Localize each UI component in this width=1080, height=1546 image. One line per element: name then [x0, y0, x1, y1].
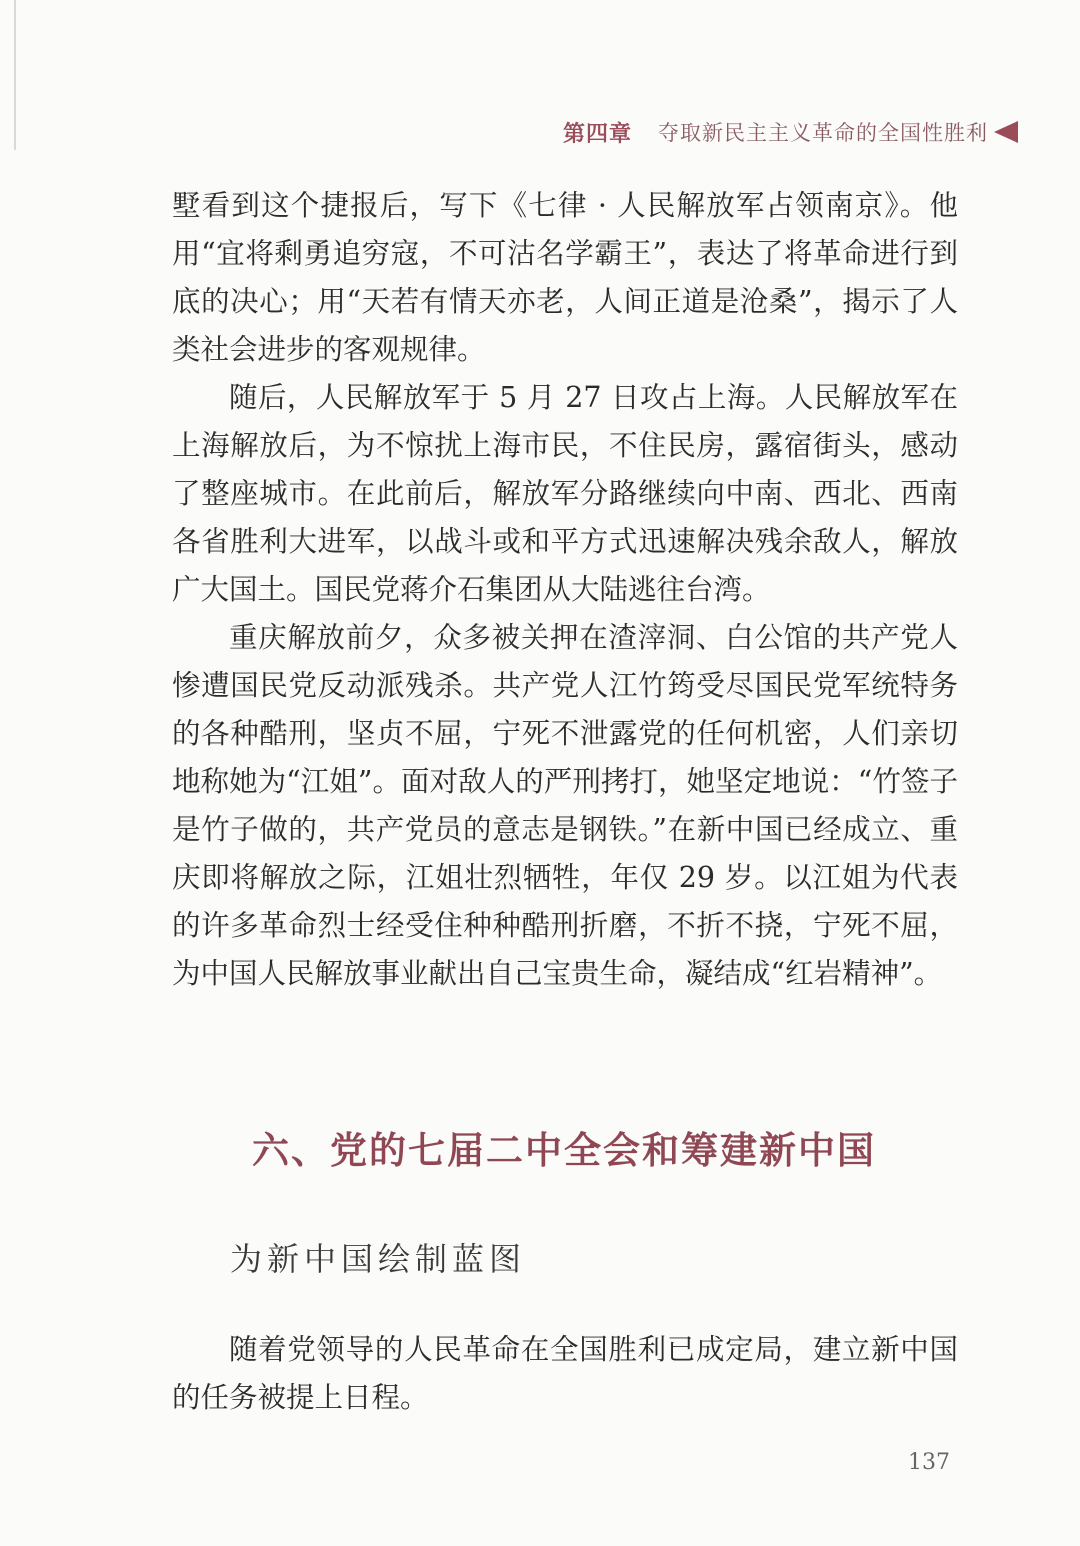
- subheading: 为新中国绘制蓝图: [230, 1240, 527, 1278]
- body-text: [172, 182, 958, 998]
- running-header: [563, 114, 988, 150]
- page-number: 137: [908, 1450, 950, 1475]
- chapter-number: 第四章: [562, 121, 632, 147]
- paragraph: 随后，人民解放军于 5 月 27 日攻占上海。人民解放军在上海解放后，为不惊扰上海市民，不住民房，露宿街头，感动了整座城市。在此前后，解放军分路继续向中南、西北、西南各省胜利大进军，以战斗或和平方式迅速解决残余敌人，解放广大国土。国民党蒋介石集团从大陆逃往台湾。: [172, 381, 958, 606]
- section-heading: 六、党的七届二中全会和筹建新中国: [252, 1129, 876, 1172]
- page-edge-line: [14, 0, 16, 150]
- paragraph: 墅看到这个捷报后，写下《七律 · 人民解放军占领南京》。他用“宜将剩勇追穷寇，不可沽名学霸王”，表达了将革命进行到底的决心；用“天若有情天亦老，人间正道是沧桑”，揭示了人类社会进步的客观规律。: [172, 189, 958, 366]
- triangle-marker-icon: [994, 121, 1018, 143]
- section-body: [172, 1326, 958, 1422]
- chapter-title: 夺取新民主主义革命的全国性胜利: [658, 121, 988, 145]
- paragraph: 随着党领导的人民革命在全国胜利已成定局，建立新中国的任务被提上日程。: [172, 1333, 958, 1414]
- paragraph: 重庆解放前夕，众多被关押在渣滓洞、白公馆的共产党人惨遭国民党反动派残杀。共产党人江竹筠受尽国民党军统特务的各种酷刑，坚贞不屈，宁死不泄露党的任何机密，人们亲切地称她为“江姐”。面对敌人的严刑拷打，她坚定地说：“竹签子是竹子做的，共产党员的意志是钢铁。”在新中国已经成立、重庆即将解放之际，江姐壮烈牺牲，年仅 29 岁。以江姐为代表的许多革命烈士经受住种种酷刑折磨，不折不挠，宁死不屈，为中国人民解放事业献出自己宝贵生命，凝结成“红岩精神”。: [172, 621, 958, 990]
